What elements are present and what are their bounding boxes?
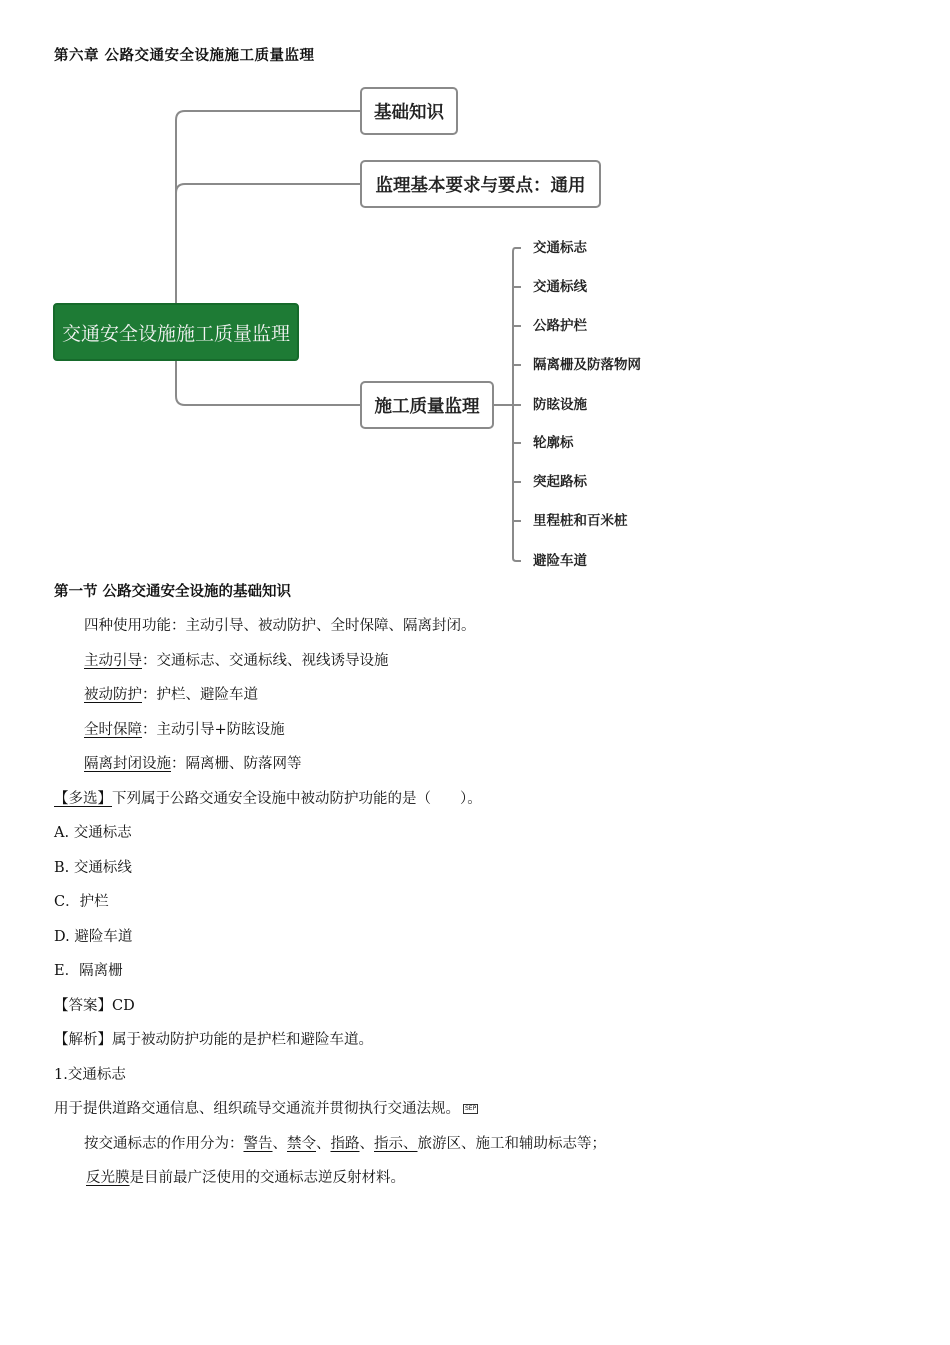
function-desc: ：交通标志、交通标线、视线诱导设施 (142, 653, 389, 669)
mindmap-leaf: 公路护栏 (533, 318, 587, 334)
traffic-signs-heading: 1.交通标志 (54, 1067, 126, 1083)
class-suffix: 旅游区、施工和辅助标志等； (417, 1136, 606, 1152)
mind-map-connectors (0, 0, 950, 580)
question-tag: 【多选】 (54, 791, 112, 807)
function-desc: ：隔离栅、防落网等 (171, 756, 302, 772)
function-term: 全时保障 (84, 722, 142, 738)
mindmap-node-basic-knowledge: 基础知识 (360, 87, 458, 135)
mindmap-leaf: 避险车道 (533, 553, 587, 569)
class-term: 指路 (330, 1136, 360, 1152)
chapter-title: 第六章 公路交通安全设施施工质量监理 (54, 47, 315, 64)
analysis: 【解析】属于被动防护功能的是护栏和避险车道。 (54, 1032, 373, 1048)
mindmap-node-requirements: 监理基本要求与要点：通用 (360, 160, 601, 208)
material-desc: 是目前最广泛使用的交通标志逆反射材料。 (129, 1170, 405, 1186)
option-e: E．隔离栅 (54, 963, 123, 979)
mindmap-leaf: 隔离栅及防落物网 (533, 357, 641, 373)
question-text: 下列属于公路交通安全设施中被动防护功能的是（ ）。 (112, 791, 482, 807)
mindmap-root-node: 交通安全设施施工质量监理 (53, 303, 299, 361)
mindmap-leaf: 突起路标 (533, 474, 587, 490)
class-term: 指示 (374, 1136, 403, 1152)
class-sep: 、 (316, 1136, 331, 1152)
traffic-signs-classification (84, 1134, 606, 1154)
functions-intro: 四种使用功能：主动引导、被动防护、全时保障、隔离封闭。 (84, 618, 476, 634)
class-term: 禁令 (287, 1136, 316, 1152)
class-term: 警告 (243, 1136, 273, 1152)
class-sep: 、 (359, 1136, 374, 1152)
definition-text: 用于提供道路交通信息、组织疏导交通流并贯彻执行交通法规。 (54, 1101, 460, 1117)
mindmap-node-quality-supervision: 施工质量监理 (360, 381, 494, 429)
function-item (84, 651, 389, 671)
connector-qual (176, 361, 360, 405)
function-term: 被动防护 (84, 687, 142, 703)
function-item (84, 754, 302, 774)
class-sep: 、 (272, 1136, 287, 1152)
function-term: 主动引导 (84, 653, 142, 669)
function-desc: ：护栏、避险车道 (142, 687, 258, 703)
connector-req (176, 184, 360, 303)
answer: 【答案】CD (54, 998, 135, 1014)
traffic-signs-definition (54, 1099, 478, 1119)
function-item (84, 720, 285, 740)
option-d: D. 避险车道 (54, 929, 133, 945)
mindmap-leaf: 防眩设施 (533, 397, 587, 413)
class-prefix: 按交通标志的作用分为： (84, 1136, 244, 1152)
class-sep: 、 (403, 1136, 418, 1152)
section-title: 第一节 公路交通安全设施的基础知识 (54, 583, 292, 600)
traffic-signs-material (86, 1168, 405, 1188)
connector-basic (176, 111, 360, 303)
option-c: C．护栏 (54, 894, 109, 910)
mindmap-leaf: 里程桩和百米桩 (533, 513, 628, 529)
mindmap-leaf: 交通标线 (533, 279, 587, 295)
mindmap-leaf: 交通标志 (533, 240, 587, 256)
function-desc: ：主动引导+防眩设施 (142, 722, 285, 738)
option-b: B. 交通标线 (54, 860, 132, 876)
material-term: 反光膜 (86, 1170, 130, 1186)
sep-icon: SEP (465, 1105, 477, 1112)
mindmap-leaf: 轮廓标 (533, 435, 574, 451)
mind-map (0, 0, 950, 580)
option-a: A. 交通标志 (54, 825, 132, 841)
function-term: 隔离封闭设施 (84, 756, 171, 772)
question-stem (54, 789, 482, 809)
function-item (84, 685, 258, 705)
